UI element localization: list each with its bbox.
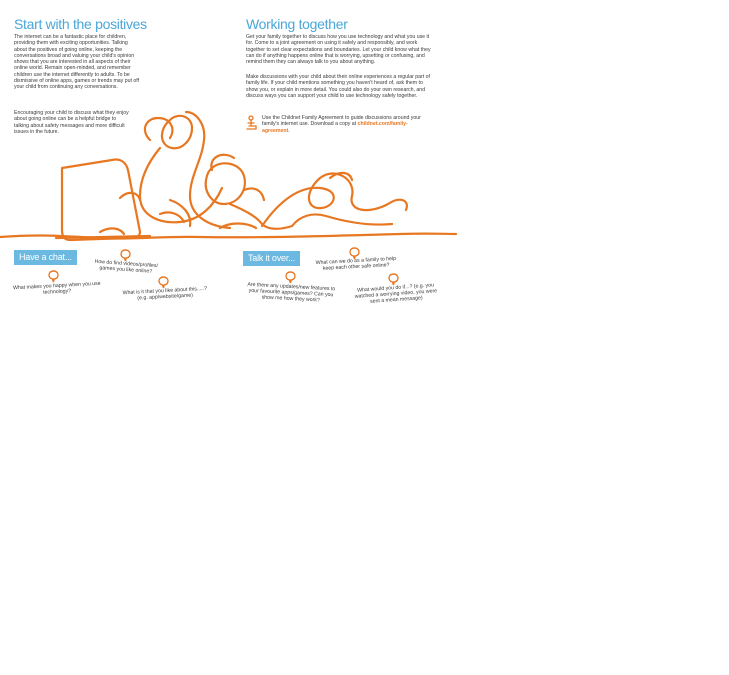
chat-bubble-icon-1 [48, 270, 59, 283]
positives-paragraph-1: The internet can be a fantastic place for children, providing them with exciting opportunities. Talking about the positives of going online, keeping the conversations broad and valuing your child's opinion shows that you are interested in all aspects of their online world. Remain open-minded, and remember children use the internet differently to adults. To be dismissive of online apps, games or trends may put off your child from continuing any conversations. [14, 34, 140, 91]
chat-question-2: How do find videos/profiles/ games you like online? [94, 258, 159, 276]
talk-it-over-label: Talk it over... [243, 251, 300, 266]
family-agreement-link[interactable]: childnet.com/family-agreement [262, 121, 408, 134]
chat-question-1: What makes you happy when you use technology? [12, 280, 101, 296]
positives-paragraph-2: Encouraging your child to discuss what they enjoy about going online can be a helpful bridge to talking about safety messages and more difficult issues in the future. [14, 110, 129, 135]
family-agreement-icon [246, 115, 258, 131]
working-paragraph-2: Make discussions with your child about their online experiences a regular part of family life. If your child mentions something you haven't heard of, ask them to show you, or explain in more detail. You could also do your own research, and discuss ways you can support your child to use technology safely together. [246, 74, 430, 99]
tip-text: Use the Childnet Family Agreement to guide discussions around your family's internet use. Download a copy at [262, 115, 421, 128]
heading-start-with-positives: Start with the positives [14, 16, 147, 32]
talk-question-3: What would you do if...? (e.g. you watched a worrying video, you were sent a mean message) [354, 282, 438, 306]
tip-end: . [288, 127, 290, 134]
talk-question-2: What can we do as a family to help keep each other safe online? [315, 255, 397, 272]
working-paragraph-1: Get your family together to discuss how you use technology and what you use it for. Come to a joint agreement on using it safely and responsibly, and work together to set clear expectations and boundaries. Let your child know what they can do if anything happens online that is worrying, upsetting or confusing, and remind them they can always talk to you about anything. [246, 34, 431, 66]
have-a-chat-label: Have a chat... [14, 250, 77, 265]
chat-question-3: What is it that you like about this.....? (e.g. app/website/game) [122, 285, 208, 302]
family-agreement-tip [262, 115, 432, 134]
talk-question-1: Are there any updates/new features to your favourite apps/games? Can you show me how they work? [247, 281, 336, 304]
talk-bubble-icon-1 [285, 271, 296, 284]
heading-working-together: Working together [246, 16, 348, 32]
